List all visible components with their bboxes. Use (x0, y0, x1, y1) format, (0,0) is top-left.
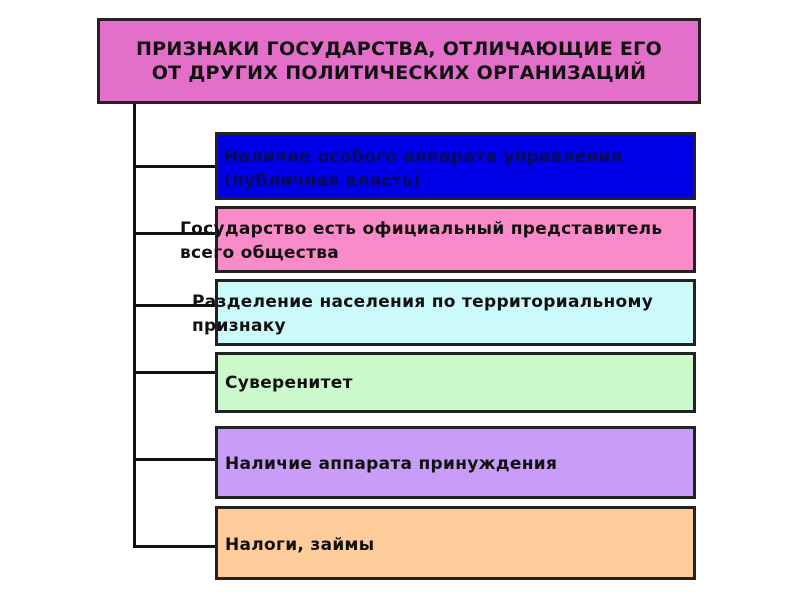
feature-text-line-2: признаку (192, 316, 286, 336)
feature-text-coercion-apparatus (225, 452, 557, 476)
feature-text-line-1: Наличие аппарата принуждения (225, 454, 558, 474)
feature-text-line-1: Разделение населения по территориальному (192, 292, 654, 312)
feature-text-line-2: (публичная власть) (224, 171, 422, 191)
title-line-2: ОТ ДРУГИХ ПОЛИТИЧЕСКИХ ОРГАНИЗАЦИЙ (151, 62, 647, 84)
feature-text-line-1: Налоги, займы (225, 535, 375, 555)
connector-branch-5 (133, 458, 217, 461)
feature-text-line-1: Государство есть официальный представитель (180, 219, 663, 239)
feature-text-sovereignty (225, 371, 353, 395)
diagram-title-box (97, 18, 701, 104)
feature-text-official-representative (180, 217, 662, 265)
title-line-1: ПРИЗНАКИ ГОСУДАРСТВА, ОТЛИЧАЮЩИЕ ЕГО (135, 38, 663, 60)
connector-branch-6 (133, 545, 217, 548)
connector-trunk (133, 104, 136, 548)
feature-text-line-1: Наличие особого аппарата управления (224, 147, 623, 167)
feature-text-line-2: всего общества (180, 243, 340, 263)
feature-text-public-authority (224, 145, 622, 193)
feature-text-taxes-loans (225, 533, 374, 557)
feature-text-territorial-division (192, 290, 653, 338)
connector-branch-4 (133, 371, 217, 374)
connector-branch-1 (133, 165, 217, 168)
feature-text-line-1: Суверенитет (225, 373, 353, 393)
